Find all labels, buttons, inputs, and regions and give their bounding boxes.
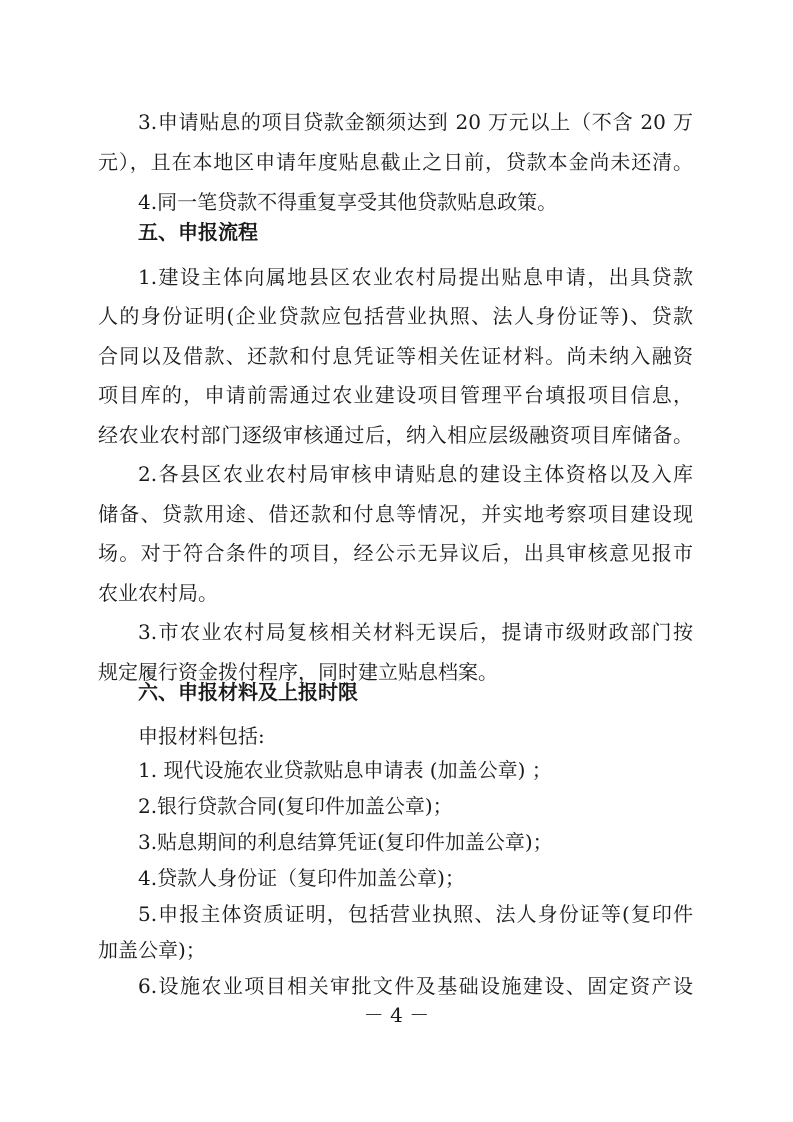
paragraph-line: 1.建设主体向属地县区农业农村局提出贴息申请，出具贷款 bbox=[138, 265, 693, 289]
list-item: 4.贷款人身份证（复印件加盖公章)； bbox=[138, 866, 465, 890]
paragraph-line: 规定履行资金拨付程序，同时建立贴息档案。 bbox=[98, 660, 498, 684]
paragraph-line: 项目库的，申请前需通过农业建设项目管理平台填报项目信息， bbox=[98, 383, 693, 407]
paragraph-line: 农业农村局。 bbox=[98, 581, 218, 605]
paragraph-line: 元），且在本地区申请年度贴息截止之日前，贷款本金尚未还清。 bbox=[98, 150, 693, 174]
paragraph-line: 经农业农村部门逐级审核通过后，纳入相应层级融资项目库储备。 bbox=[98, 423, 693, 447]
paragraph-line: 3.市农业农村局复核相关材料无误后，提请市级财政部门按 bbox=[138, 620, 693, 644]
paragraph-line: 申报材料包括: bbox=[138, 724, 265, 748]
paragraph-line: 储备、贷款用途、借还款和付息等情况，并实地考察项目建设现 bbox=[98, 502, 693, 526]
paragraph-line: 合同以及借款、还款和付息凭证等相关佐证材料。尚未纳入融资 bbox=[98, 344, 693, 368]
section-heading: 五、申报流程 bbox=[138, 220, 258, 244]
paragraph-line: 场。对于符合条件的项目，经公示无异议后，出具审核意见报市 bbox=[98, 541, 693, 565]
paragraph-line: 4.同一笔贷款不得重复享受其他贷款贴息政策。 bbox=[138, 190, 558, 214]
paragraph-line: 3.申请贴息的项目贷款金额须达到 20 万元以上（不含 20 万 bbox=[138, 110, 693, 134]
paragraph-line: 2.各县区农业农村局审核申请贴息的建设主体资格以及入库 bbox=[138, 462, 693, 486]
list-item: 加盖公章)； bbox=[98, 938, 206, 962]
list-item: 5.申报主体资质证明，包括营业执照、法人身份证等(复印件 bbox=[138, 902, 693, 926]
list-item: 2.银行贷款合同(复印件加盖公章)； bbox=[138, 794, 453, 818]
section-heading: 六、申报材料及上报时限 bbox=[138, 680, 358, 704]
paragraph-line: 人的身份证明(企业贷款应包括营业执照、法人身份证等)、贷款 bbox=[98, 304, 693, 328]
list-item: 3.贴息期间的利息结算凭证(复印件加盖公章)； bbox=[138, 830, 553, 854]
list-item: 6.设施农业项目相关审批文件及基础设施建设、固定资产设 bbox=[138, 974, 693, 998]
page-number: － 4 － bbox=[363, 1003, 430, 1027]
list-item: 1. 现代设施农业贷款贴息申请表 (加盖公章) ； bbox=[138, 758, 552, 782]
